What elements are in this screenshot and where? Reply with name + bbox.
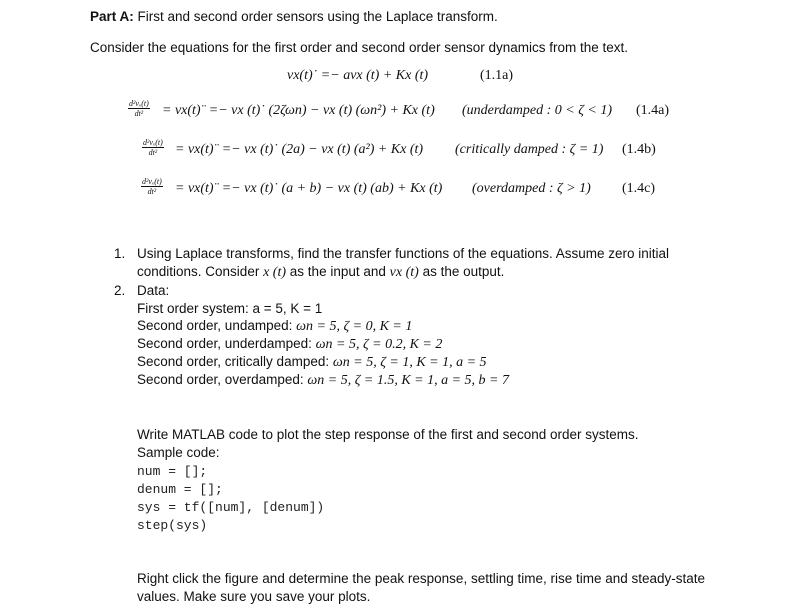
condition-1-4a: (underdamped : 0 < ζ < 1) — [462, 103, 613, 118]
derivative-denominator: dt² — [147, 187, 157, 196]
part-a-label: Part A: — [90, 9, 134, 24]
second-order-underdamped — [137, 336, 442, 353]
task-1-number: 1. — [114, 246, 126, 261]
undamped-params: ωn = 5, ζ = 0, K = 1 — [296, 319, 413, 334]
critically-damped-params: ωn = 5, ζ = 1, K = 1, a = 5 — [332, 355, 487, 370]
code-line-num: num = []; — [137, 464, 208, 479]
derivative-numerator: d²vₓ(t) — [129, 99, 149, 108]
code-line-tf: sys = tf([num], [denum]) — [137, 500, 325, 515]
closing-line-1: Right click the figure and determine the peak response, settling time, rise time and steady-state — [137, 571, 706, 586]
closing-line-2: values. Make sure you save your plots. — [137, 589, 371, 604]
part-a-heading — [90, 9, 498, 24]
task-2-number: 2. — [114, 283, 126, 298]
sample-code-label: Sample code: — [137, 445, 220, 460]
input-symbol: x (t) — [263, 265, 287, 280]
second-order-critically-damped — [137, 354, 487, 371]
equation-tag-1-4b: (1.4b) — [622, 142, 656, 157]
task-2-label: Data: — [137, 283, 170, 298]
equation-1-1a: vx(t)˙ =− avx (t) + Kx (t) — [287, 68, 429, 83]
equation-1-4a: = vx(t)¨ =− vx (t)˙ (2ζωn) − vx (t) (ωn²) + Kx (t) — [162, 103, 435, 118]
overdamped-label: Second order, overdamped: — [137, 372, 304, 387]
second-order-overdamped — [137, 372, 509, 389]
first-order-data: First order system: a = 5, K = 1 — [137, 301, 323, 316]
derivative-denominator: dt² — [134, 109, 144, 118]
matlab-instruction: Write MATLAB code to plot the step response of the first and second order systems. — [137, 427, 639, 442]
task-1-text-c: as the input and — [289, 264, 386, 279]
equation-tag-1-4a: (1.4a) — [636, 103, 670, 118]
derivative-numerator: d²vₓ(t) — [143, 138, 163, 147]
derivative-numerator: d²vₓ(t) — [142, 177, 162, 186]
task-1-line-1: Using Laplace transforms, find the transfer functions of the equations. Assume zero initial — [137, 246, 670, 261]
equation-tag-1-4c: (1.4c) — [622, 181, 656, 196]
task-1-text-a: conditions. Consider — [137, 264, 260, 279]
code-line-denum: denum = []; — [137, 482, 223, 497]
intro-text: Consider the equations for the first order and second order sensor dynamics from the text. — [90, 40, 629, 55]
equation-1-4b: = vx(t)¨ =− vx (t)˙ (2a) − vx (t) (a²) + Kx (t) — [175, 142, 424, 157]
second-order-undamped — [137, 318, 412, 335]
derivative-fraction-1-4c — [141, 177, 163, 196]
condition-1-4c: (overdamped : ζ > 1) — [472, 181, 591, 196]
task-1-line-2 — [137, 264, 504, 281]
underdamped-label: Second order, underdamped: — [137, 336, 312, 351]
condition-1-4b: (critically damped : ζ = 1) — [455, 142, 604, 157]
equation-tag-1-1a: (1.1a) — [480, 68, 514, 83]
equation-1-4c: = vx(t)¨ =− vx (t)˙ (a + b) − vx (t) (ab) + Kx (t) — [175, 181, 443, 196]
derivative-fraction-1-4a — [128, 99, 150, 118]
task-1-text-e: as the output. — [422, 264, 505, 279]
derivative-denominator: dt² — [148, 148, 158, 157]
undamped-label: Second order, undamped: — [137, 318, 293, 333]
code-line-step: step(sys) — [137, 518, 208, 533]
critically-damped-label: Second order, critically damped: — [137, 354, 330, 369]
overdamped-params: ωn = 5, ζ = 1.5, K = 1, a = 5, b = 7 — [307, 373, 510, 388]
output-symbol: vx (t) — [389, 265, 419, 280]
underdamped-params: ωn = 5, ζ = 0.2, K = 2 — [315, 337, 443, 352]
derivative-fraction-1-4b — [142, 138, 164, 157]
part-a-title: First and second order sensors using the Laplace transform. — [137, 9, 498, 24]
